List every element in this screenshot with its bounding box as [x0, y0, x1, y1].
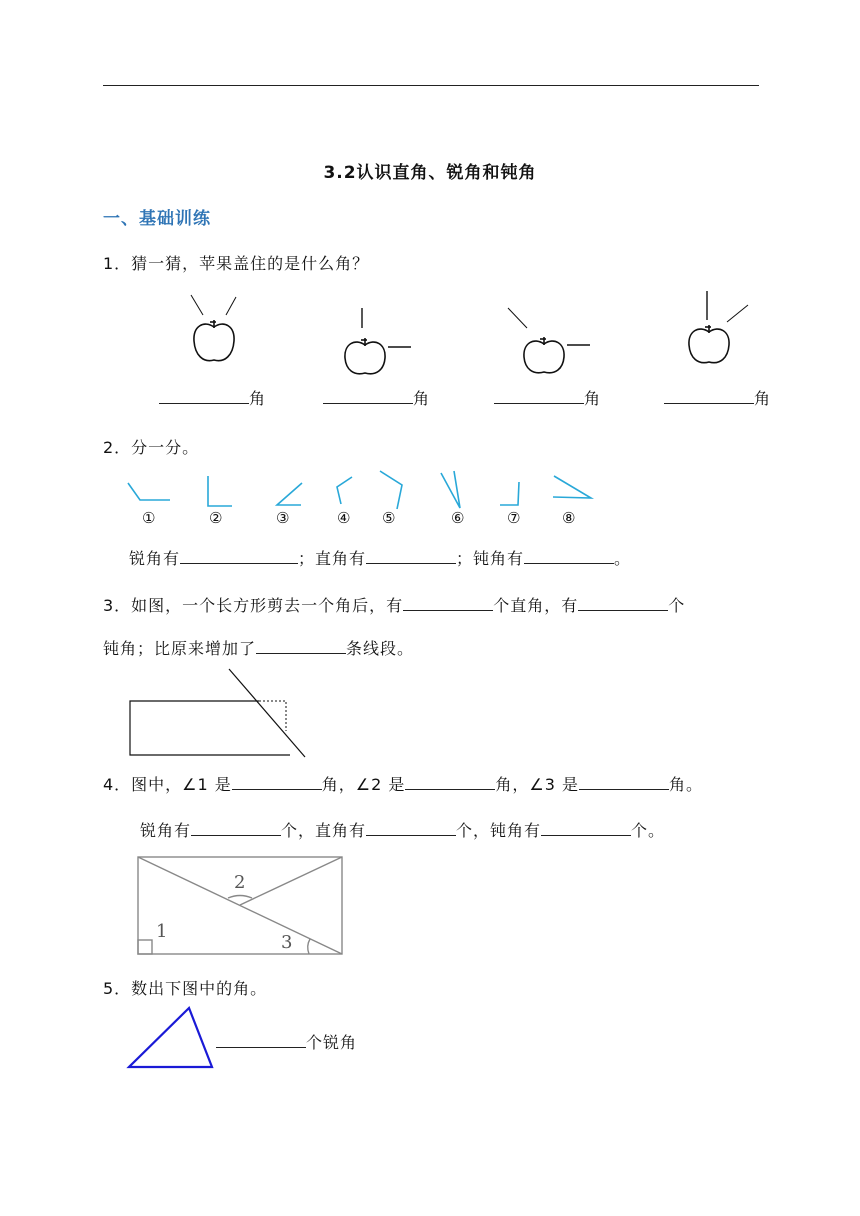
marker-1: ① [142, 509, 156, 527]
marker-2: ② [209, 509, 223, 527]
answer-blank[interactable] [180, 549, 298, 564]
answer-blank[interactable] [579, 775, 669, 790]
angle-7 [500, 482, 519, 505]
marker-5: ⑤ [382, 509, 396, 527]
answer-blank[interactable] [578, 596, 668, 611]
marker-7: ⑦ [507, 509, 521, 527]
apple-icon [508, 308, 590, 373]
q1-answer-1: 角 [159, 386, 266, 409]
question-1-text: 1．猜一猜，苹果盖住的是什么角？ [103, 254, 370, 273]
answer-blank[interactable] [216, 1033, 306, 1048]
marker-8: ⑧ [562, 509, 576, 527]
answer-blank[interactable] [524, 549, 614, 564]
angle-2 [208, 476, 232, 506]
answer-blank[interactable] [323, 389, 413, 404]
marker-3: ③ [276, 509, 290, 527]
apple-icon [345, 308, 411, 374]
page-title: 3.2认识直角、锐角和钝角 [323, 163, 537, 183]
angle-1 [128, 483, 170, 500]
answer-blank[interactable] [494, 389, 584, 404]
question-3-line-2: 钝角；比原来增加了 条线段。 [103, 639, 415, 658]
question-2-text: 2．分一分。 [103, 438, 200, 457]
q1-answer-4: 角 [664, 386, 771, 409]
answer-blank[interactable] [232, 775, 322, 790]
marker-6: ⑥ [451, 509, 465, 527]
answer-blank[interactable] [405, 775, 495, 790]
q5-answer: 个锐角 [216, 1030, 357, 1053]
answer-blank[interactable] [191, 821, 281, 836]
section-heading: 一、基础训练 [103, 209, 211, 229]
answer-blank[interactable] [366, 549, 456, 564]
question-3-line-1: 3．如图，一个长方形剪去一个角后，有 个直角，有 个 [103, 596, 686, 615]
angle-label-2: 2 [234, 872, 246, 893]
header-rule [103, 85, 759, 86]
angle-label-3: 3 [281, 932, 293, 953]
angle-8 [553, 476, 591, 498]
angle-6 [441, 471, 460, 508]
apple-icon [689, 291, 748, 363]
angle-4 [337, 477, 352, 504]
answer-blank[interactable] [256, 639, 346, 654]
question-4-line-2: 锐角有 个，直角有 个，钝角有 个。 [140, 821, 666, 840]
marker-4: ④ [337, 509, 351, 527]
angle-label-1: 1 [156, 921, 168, 942]
answer-blank[interactable] [541, 821, 631, 836]
answer-blank[interactable] [664, 389, 754, 404]
q1-answer-3: 角 [494, 386, 601, 409]
question-5-text: 5．数出下图中的角。 [103, 979, 268, 998]
q1-answer-2: 角 [323, 386, 430, 409]
answer-blank[interactable] [403, 596, 493, 611]
angle-5 [380, 471, 402, 509]
q2-answer-line: 锐角有 ；直角有 ；钝角有 。 [129, 549, 632, 568]
answer-blank[interactable] [366, 821, 456, 836]
answer-blank[interactable] [159, 389, 249, 404]
apple-icon [191, 295, 236, 361]
angle-3 [277, 483, 302, 505]
question-4-line-1: 4．图中，∠1 是 角，∠2 是 角，∠3 是 角。 [103, 775, 704, 794]
